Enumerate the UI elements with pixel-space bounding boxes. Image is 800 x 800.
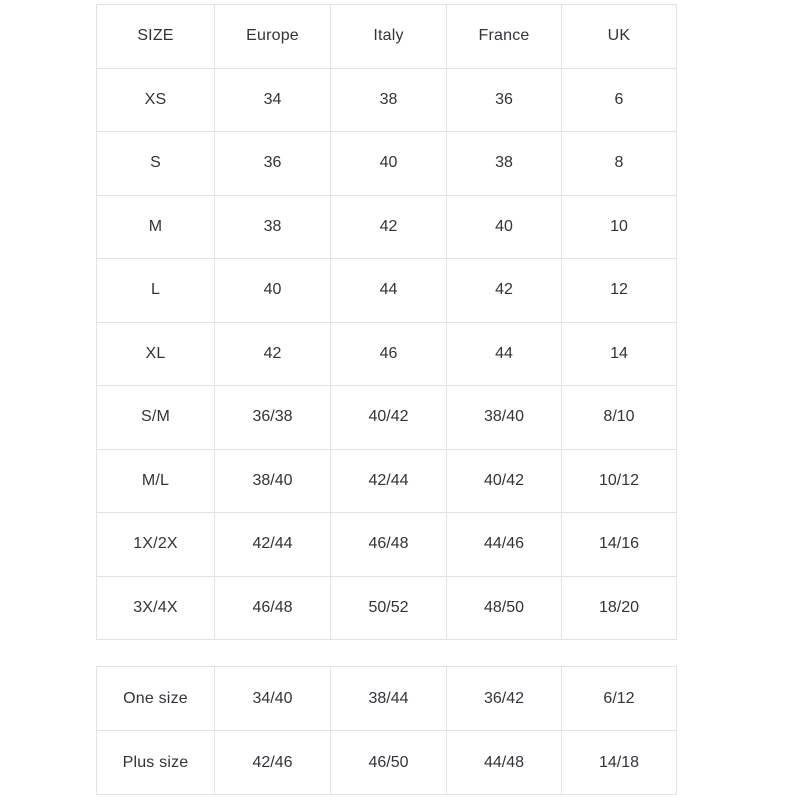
- table-row: [97, 731, 677, 795]
- table-row: [97, 259, 677, 323]
- row-label: XL: [97, 322, 215, 386]
- cell-france: 40: [447, 195, 562, 259]
- cell-europe: 38/40: [215, 449, 331, 513]
- cell-italy: 44: [331, 259, 447, 323]
- cell-europe: 42: [215, 322, 331, 386]
- cell-uk: 8/10: [562, 386, 677, 450]
- table-row: [97, 449, 677, 513]
- row-label: XS: [97, 68, 215, 132]
- cell-italy: 46/50: [331, 731, 447, 795]
- cell-europe: 36: [215, 132, 331, 196]
- secondary-size-table-container: [96, 666, 676, 795]
- row-label: S/M: [97, 386, 215, 450]
- primary-table-body: [97, 68, 677, 640]
- cell-europe: 42/44: [215, 513, 331, 577]
- row-label: Plus size: [97, 731, 215, 795]
- primary-size-table-container: [96, 4, 676, 640]
- cell-france: 38: [447, 132, 562, 196]
- row-label: S: [97, 132, 215, 196]
- secondary-size-table: [96, 666, 677, 795]
- cell-italy: 40/42: [331, 386, 447, 450]
- column-header-europe: Europe: [215, 5, 331, 69]
- cell-france: 36: [447, 68, 562, 132]
- cell-uk: 6: [562, 68, 677, 132]
- table-row: [97, 667, 677, 731]
- cell-italy: 46: [331, 322, 447, 386]
- cell-europe: 38: [215, 195, 331, 259]
- cell-italy: 38/44: [331, 667, 447, 731]
- cell-uk: 12: [562, 259, 677, 323]
- column-header-size: SIZE: [97, 5, 215, 69]
- cell-italy: 50/52: [331, 576, 447, 640]
- table-row: [97, 386, 677, 450]
- cell-uk: 6/12: [562, 667, 677, 731]
- column-header-uk: UK: [562, 5, 677, 69]
- cell-france: 44: [447, 322, 562, 386]
- cell-italy: 38: [331, 68, 447, 132]
- cell-france: 40/42: [447, 449, 562, 513]
- cell-italy: 46/48: [331, 513, 447, 577]
- cell-europe: 34/40: [215, 667, 331, 731]
- secondary-table-body: [97, 667, 677, 795]
- row-label: L: [97, 259, 215, 323]
- row-label: One size: [97, 667, 215, 731]
- primary-size-table: [96, 4, 677, 640]
- primary-table-header: [97, 5, 677, 69]
- cell-france: 48/50: [447, 576, 562, 640]
- table-row: [97, 513, 677, 577]
- cell-france: 44/48: [447, 731, 562, 795]
- cell-france: 44/46: [447, 513, 562, 577]
- cell-italy: 42: [331, 195, 447, 259]
- table-row: [97, 576, 677, 640]
- cell-europe: 40: [215, 259, 331, 323]
- row-label: 1X/2X: [97, 513, 215, 577]
- cell-uk: 10: [562, 195, 677, 259]
- cell-uk: 14/16: [562, 513, 677, 577]
- cell-italy: 42/44: [331, 449, 447, 513]
- cell-europe: 42/46: [215, 731, 331, 795]
- column-header-france: France: [447, 5, 562, 69]
- cell-uk: 10/12: [562, 449, 677, 513]
- column-header-italy: Italy: [331, 5, 447, 69]
- cell-uk: 14: [562, 322, 677, 386]
- table-row: [97, 68, 677, 132]
- cell-france: 38/40: [447, 386, 562, 450]
- table-row: [97, 195, 677, 259]
- table-header-row: [97, 5, 677, 69]
- cell-europe: 46/48: [215, 576, 331, 640]
- row-label: M/L: [97, 449, 215, 513]
- cell-france: 42: [447, 259, 562, 323]
- cell-uk: 8: [562, 132, 677, 196]
- row-label: 3X/4X: [97, 576, 215, 640]
- cell-italy: 40: [331, 132, 447, 196]
- table-row: [97, 132, 677, 196]
- table-row: [97, 322, 677, 386]
- cell-europe: 34: [215, 68, 331, 132]
- cell-europe: 36/38: [215, 386, 331, 450]
- cell-france: 36/42: [447, 667, 562, 731]
- cell-uk: 14/18: [562, 731, 677, 795]
- cell-uk: 18/20: [562, 576, 677, 640]
- row-label: M: [97, 195, 215, 259]
